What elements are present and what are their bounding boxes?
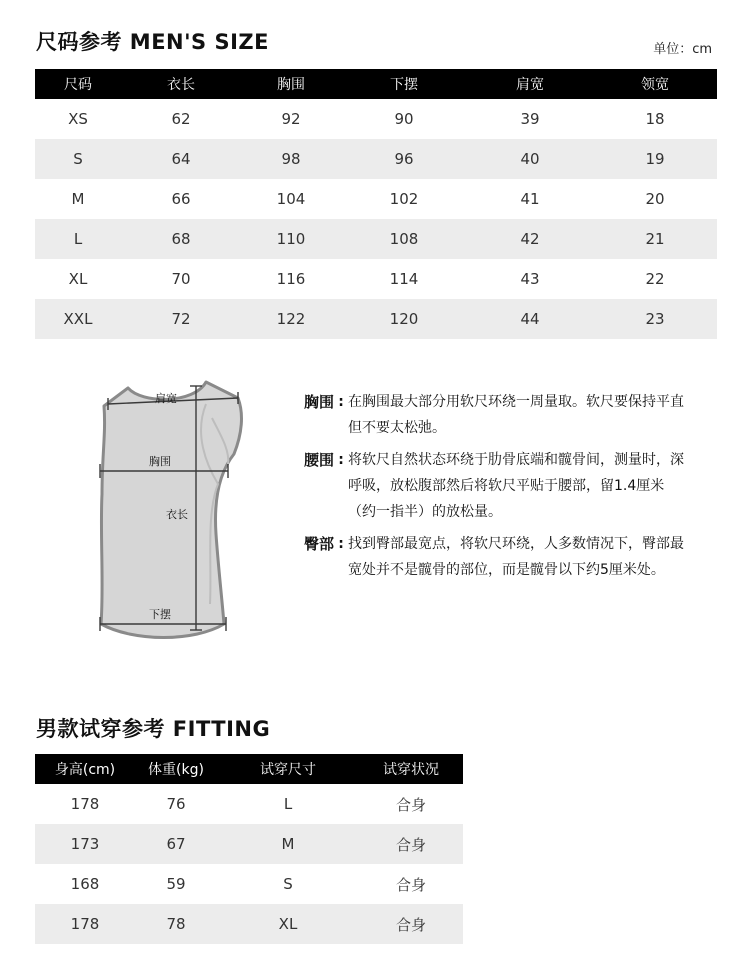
column-header: 身高(cm): [35, 754, 135, 784]
table-row: [35, 139, 717, 179]
table-cell: 96: [341, 139, 467, 179]
table-cell: 41: [520, 190, 540, 208]
table-cell: XL: [217, 904, 359, 944]
column-header: 衣长: [121, 69, 241, 99]
column-header: 领宽: [593, 69, 717, 99]
table-cell: 59: [166, 875, 186, 893]
table-cell: 178: [35, 904, 135, 944]
table-cell: 108: [341, 219, 467, 259]
fitting-section-title: 男款试穿参考 FITTING: [36, 717, 271, 741]
hem-label: 下摆: [149, 608, 171, 621]
table-cell: 合身: [359, 904, 463, 944]
unit-label: 单位：cm: [653, 42, 712, 57]
table-cell: 90: [394, 110, 414, 128]
table-cell: 合身: [395, 875, 426, 894]
size-table: [35, 69, 717, 339]
column-header: 尺码: [35, 69, 121, 99]
table-cell: 40: [467, 139, 593, 179]
table-cell: 合身: [395, 795, 426, 814]
fitting-table-header: [35, 754, 463, 784]
table-cell: L: [283, 795, 293, 813]
table-cell: 62: [171, 110, 191, 128]
column-header: 试穿尺寸: [217, 754, 359, 784]
table-cell: XS: [68, 110, 88, 128]
table-cell: 21: [593, 219, 717, 259]
table-cell: 42: [467, 219, 593, 259]
table-cell: 66: [171, 190, 191, 208]
table-cell: S: [283, 875, 293, 893]
table-cell: 120: [341, 299, 467, 339]
measurement-guide: [304, 389, 684, 589]
table-row: [35, 179, 717, 219]
table-cell: 110: [241, 219, 341, 259]
table-cell: 173: [35, 824, 135, 864]
table-cell: 178: [70, 795, 100, 813]
table-cell: M: [71, 190, 85, 208]
table-cell: 122: [241, 299, 341, 339]
table-cell: 168: [70, 875, 100, 893]
table-cell: 19: [593, 139, 717, 179]
guide-text: 将软尺自然状态环绕于肋骨底端和髋骨间，测量时，深呼吸，放松腹部然后将软尺平贴于腰部，留1.4厘米（约一指半）的放松量。: [348, 452, 685, 520]
table-cell: 104: [276, 190, 306, 208]
table-cell: 18: [645, 110, 665, 128]
table-cell: S: [35, 139, 121, 179]
table-row: [35, 99, 717, 139]
table-cell: L: [35, 219, 121, 259]
table-row: [35, 784, 463, 824]
table-row: [35, 219, 717, 259]
table-cell: 102: [389, 190, 419, 208]
table-cell: 64: [121, 139, 241, 179]
table-cell: 92: [281, 110, 301, 128]
table-cell: 114: [389, 270, 419, 288]
guide-label: 腰围: [304, 451, 335, 469]
column-header: 肩宽: [467, 69, 593, 99]
guide-text: 找到臀部最宽点，将软尺环绕，人多数情况下，臀部最宽处并不是髋骨的部位，而是髋骨以下约5厘米处。: [348, 536, 685, 578]
column-header: 下摆: [341, 69, 467, 99]
column-header: 体重(kg): [135, 754, 217, 784]
table-cell: 78: [135, 904, 217, 944]
guide-label: 胸围: [304, 393, 335, 411]
size-table-header: [35, 69, 717, 99]
length-label: 衣长: [166, 508, 188, 521]
table-cell: 72: [121, 299, 241, 339]
guide-text: 在胸围最大部分用软尺环绕一周量取。软尺要保持平直但不要太松弛。: [348, 394, 685, 436]
fitting-table: [35, 754, 463, 944]
table-cell: 76: [166, 795, 186, 813]
table-cell: XL: [68, 270, 88, 288]
tank-top-diagram: [94, 374, 254, 649]
shoulder-label: 肩宽: [155, 392, 177, 405]
column-header: 试穿状况: [359, 754, 463, 784]
table-cell: 116: [276, 270, 306, 288]
table-row: [35, 864, 463, 904]
table-cell: 68: [121, 219, 241, 259]
table-cell: 20: [645, 190, 665, 208]
table-cell: M: [217, 824, 359, 864]
guide-item-hip: 臀部 : 找到臀部最宽点，将软尺环绕，人多数情况下，臀部最宽处并不是髋骨的部位，而是髋骨以下约5厘米处。: [304, 531, 684, 583]
guide-item-chest: 胸围 : 在胸围最大部分用软尺环绕一周量取。软尺要保持平直但不要太松弛。: [304, 389, 684, 441]
table-cell: 23: [593, 299, 717, 339]
table-row: [35, 299, 717, 339]
table-cell: 39: [520, 110, 540, 128]
column-header: 胸围: [241, 69, 341, 99]
chest-label: 胸围: [149, 455, 171, 468]
table-cell: 22: [645, 270, 665, 288]
table-row: [35, 259, 717, 299]
guide-item-waist: 腰围 : 将软尺自然状态环绕于肋骨底端和髋骨间，测量时，深呼吸，放松腹部然后将软尺平贴于腰部，留1.4厘米（约一指半）的放松量。: [304, 447, 684, 525]
guide-label: 臀部: [304, 535, 335, 553]
table-row: [35, 904, 463, 944]
table-cell: 43: [520, 270, 540, 288]
table-cell: 44: [467, 299, 593, 339]
table-cell: 98: [241, 139, 341, 179]
table-row: [35, 824, 463, 864]
table-cell: 70: [171, 270, 191, 288]
table-cell: 合身: [359, 824, 463, 864]
table-cell: XXL: [35, 299, 121, 339]
table-cell: 67: [135, 824, 217, 864]
size-section-title: 尺码参考 MEN'S SIZE: [36, 30, 270, 54]
